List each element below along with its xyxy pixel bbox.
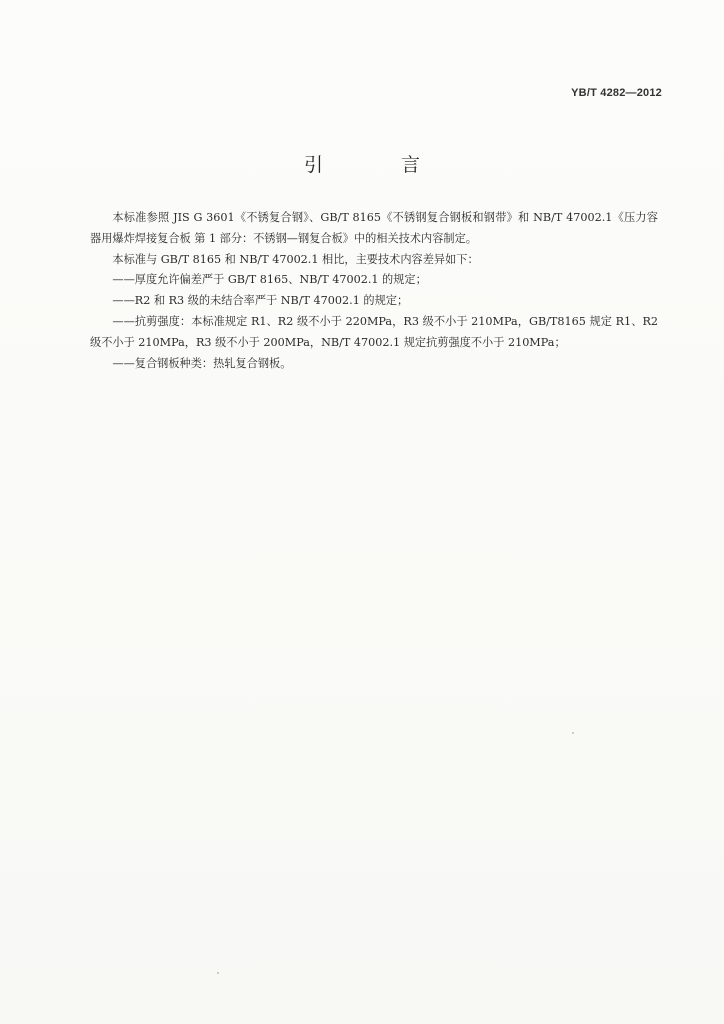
difference-item-plate-type: ——复合钢板种类：热轧复合钢板。 [112, 356, 292, 370]
scan-speck [572, 732, 574, 734]
body-text [90, 208, 658, 374]
section-title: 引 言 [303, 154, 457, 176]
standard-number: YB/T 4282—2012 [571, 87, 662, 99]
difference-item-unbonded-rate: ——R2 和 R3 级的未结合率严于 NB/T 47002.1 的规定； [112, 294, 409, 308]
reference-paragraph: 本标准参照 JIS G 3601《不锈复合钢》、GB/T 8165《不锈钢复合钢板和钢带》和 NB/T 47002.1《压力容器用爆炸焊接复合板 第 1 部分：不锈钢—钢复合板》中的相关技术内容制定。 [90, 211, 658, 245]
comparison-intro-paragraph: 本标准与 GB/T 8165 和 NB/T 47002.1 相比，主要技术内容差异如下： [112, 252, 479, 266]
scan-speck [217, 972, 219, 974]
difference-item-thickness: ——厚度允许偏差严于 GB/T 8165、NB/T 47002.1 的规定； [112, 273, 427, 287]
difference-item-shear-strength: ——抗剪强度：本标准规定 R1、R2 级不小于 220MPa，R3 级不小于 210MPa，GB/T8165 规定 R1、R2 级不小于 210MPa，R3 级不小于 200MPa，NB/T 47002.1 规定抗剪强度不小于 210MPa； [90, 314, 658, 349]
